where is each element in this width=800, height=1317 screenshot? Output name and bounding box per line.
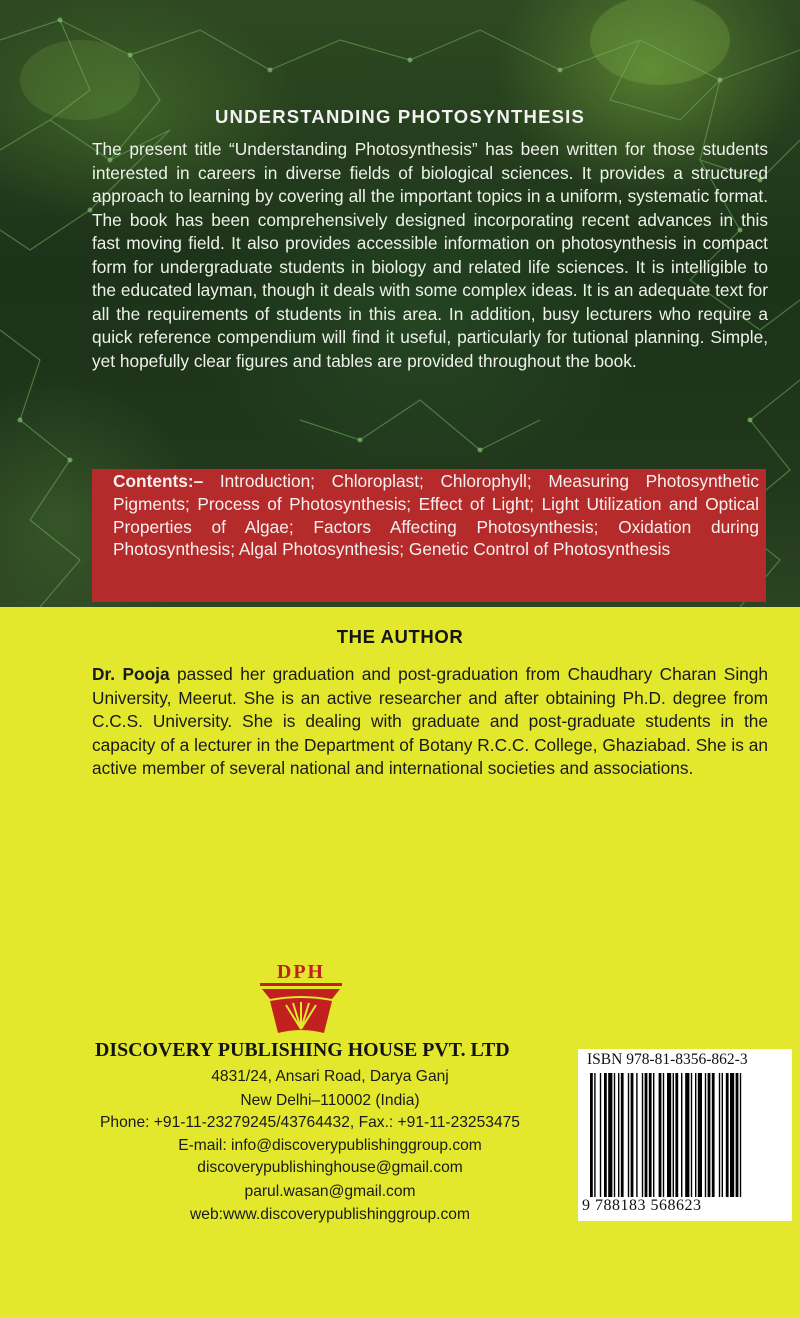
publisher-email-2: discoverypublishinghouse@gmail.com	[197, 1159, 463, 1176]
book-title: UNDERSTANDING PHOTOSYNTHESIS	[214, 106, 586, 127]
contents-paragraph	[113, 469, 759, 561]
contents-label: Contents:–	[113, 471, 204, 491]
contents-box	[92, 469, 766, 602]
book-description: The present title “Understanding Photosynthesis” has been written for those students interested in careers in diverse fields of biological sciences. It provides a structured approach to learning by covering all the important topics in a uniform, systematic format. The book has been comprehensively designed incorporating recent advances in this fast moving field. It also provides accessible information on photosynthesis in compact form for undergraduate students in biology and related life sciences. It is intelligible to the educated layman, though it deals with some complex ideas. It is an adequate text for all the requirements of students in this area. In addition, busy lecturers who require a quick reference compendium will find it useful, particularly for tutional planning. Simple, yet hopefully clear figures and tables are provided throughout the book.	[92, 139, 768, 371]
book-emblem-icon	[260, 983, 342, 1037]
author-bio	[92, 663, 768, 781]
isbn-label: ISBN 978-81-8356-862-3	[587, 1051, 748, 1068]
cover-bottom-section	[0, 607, 800, 1317]
contents-list: Introduction; Chloroplast; Chlorophyll; Measuring Photosynthetic Pigments; Process of Photosynthesis; Effect of Light; Light Utilization and Optical Properties of Algae; Factors Affecting Photosynthesis; Oxidation during Photosynthesis; Algal Photosynthesis; Genetic Control of Photosynthesis	[113, 471, 759, 560]
publisher-logo	[256, 961, 346, 1037]
cover-top-section	[0, 0, 800, 607]
barcode-digits: 9 788183 568623	[582, 1197, 702, 1214]
author-name: Dr. Pooja	[92, 664, 170, 684]
publisher-name: DISCOVERY PUBLISHING HOUSE PVT. LTD	[95, 1039, 510, 1061]
logo-text: DPH	[276, 961, 326, 983]
barcode-icon	[590, 1073, 780, 1197]
publisher-address-line-2: New Delhi–110002 (India)	[240, 1092, 420, 1109]
isbn-barcode-box	[578, 1049, 792, 1221]
publisher-website: web:www.discoverypublishinggroup.com	[190, 1206, 470, 1223]
author-bio-text: passed her graduation and post-graduation from Chaudhary Charan Singh University, Meerut. She is an active researcher and after obtaining Ph.D. degree from C.C.S. University. She is dealing with graduate and post-graduate students in the capacity of a lecturer in the Department of Botany R.C.C. College, Ghaziabad. She is an active member of several national and international societies and associations.	[92, 664, 769, 779]
publisher-address-line-1: 4831/24, Ansari Road, Darya Ganj	[211, 1068, 449, 1085]
author-heading: THE AUTHOR	[336, 626, 464, 647]
publisher-phone: Phone: +91-11-23279245/43764432, Fax.: +91-11-23253475	[100, 1114, 520, 1131]
publisher-email-3: parul.wasan@gmail.com	[244, 1183, 416, 1200]
publisher-email: E-mail: info@discoverypublishinggroup.com	[178, 1137, 482, 1154]
